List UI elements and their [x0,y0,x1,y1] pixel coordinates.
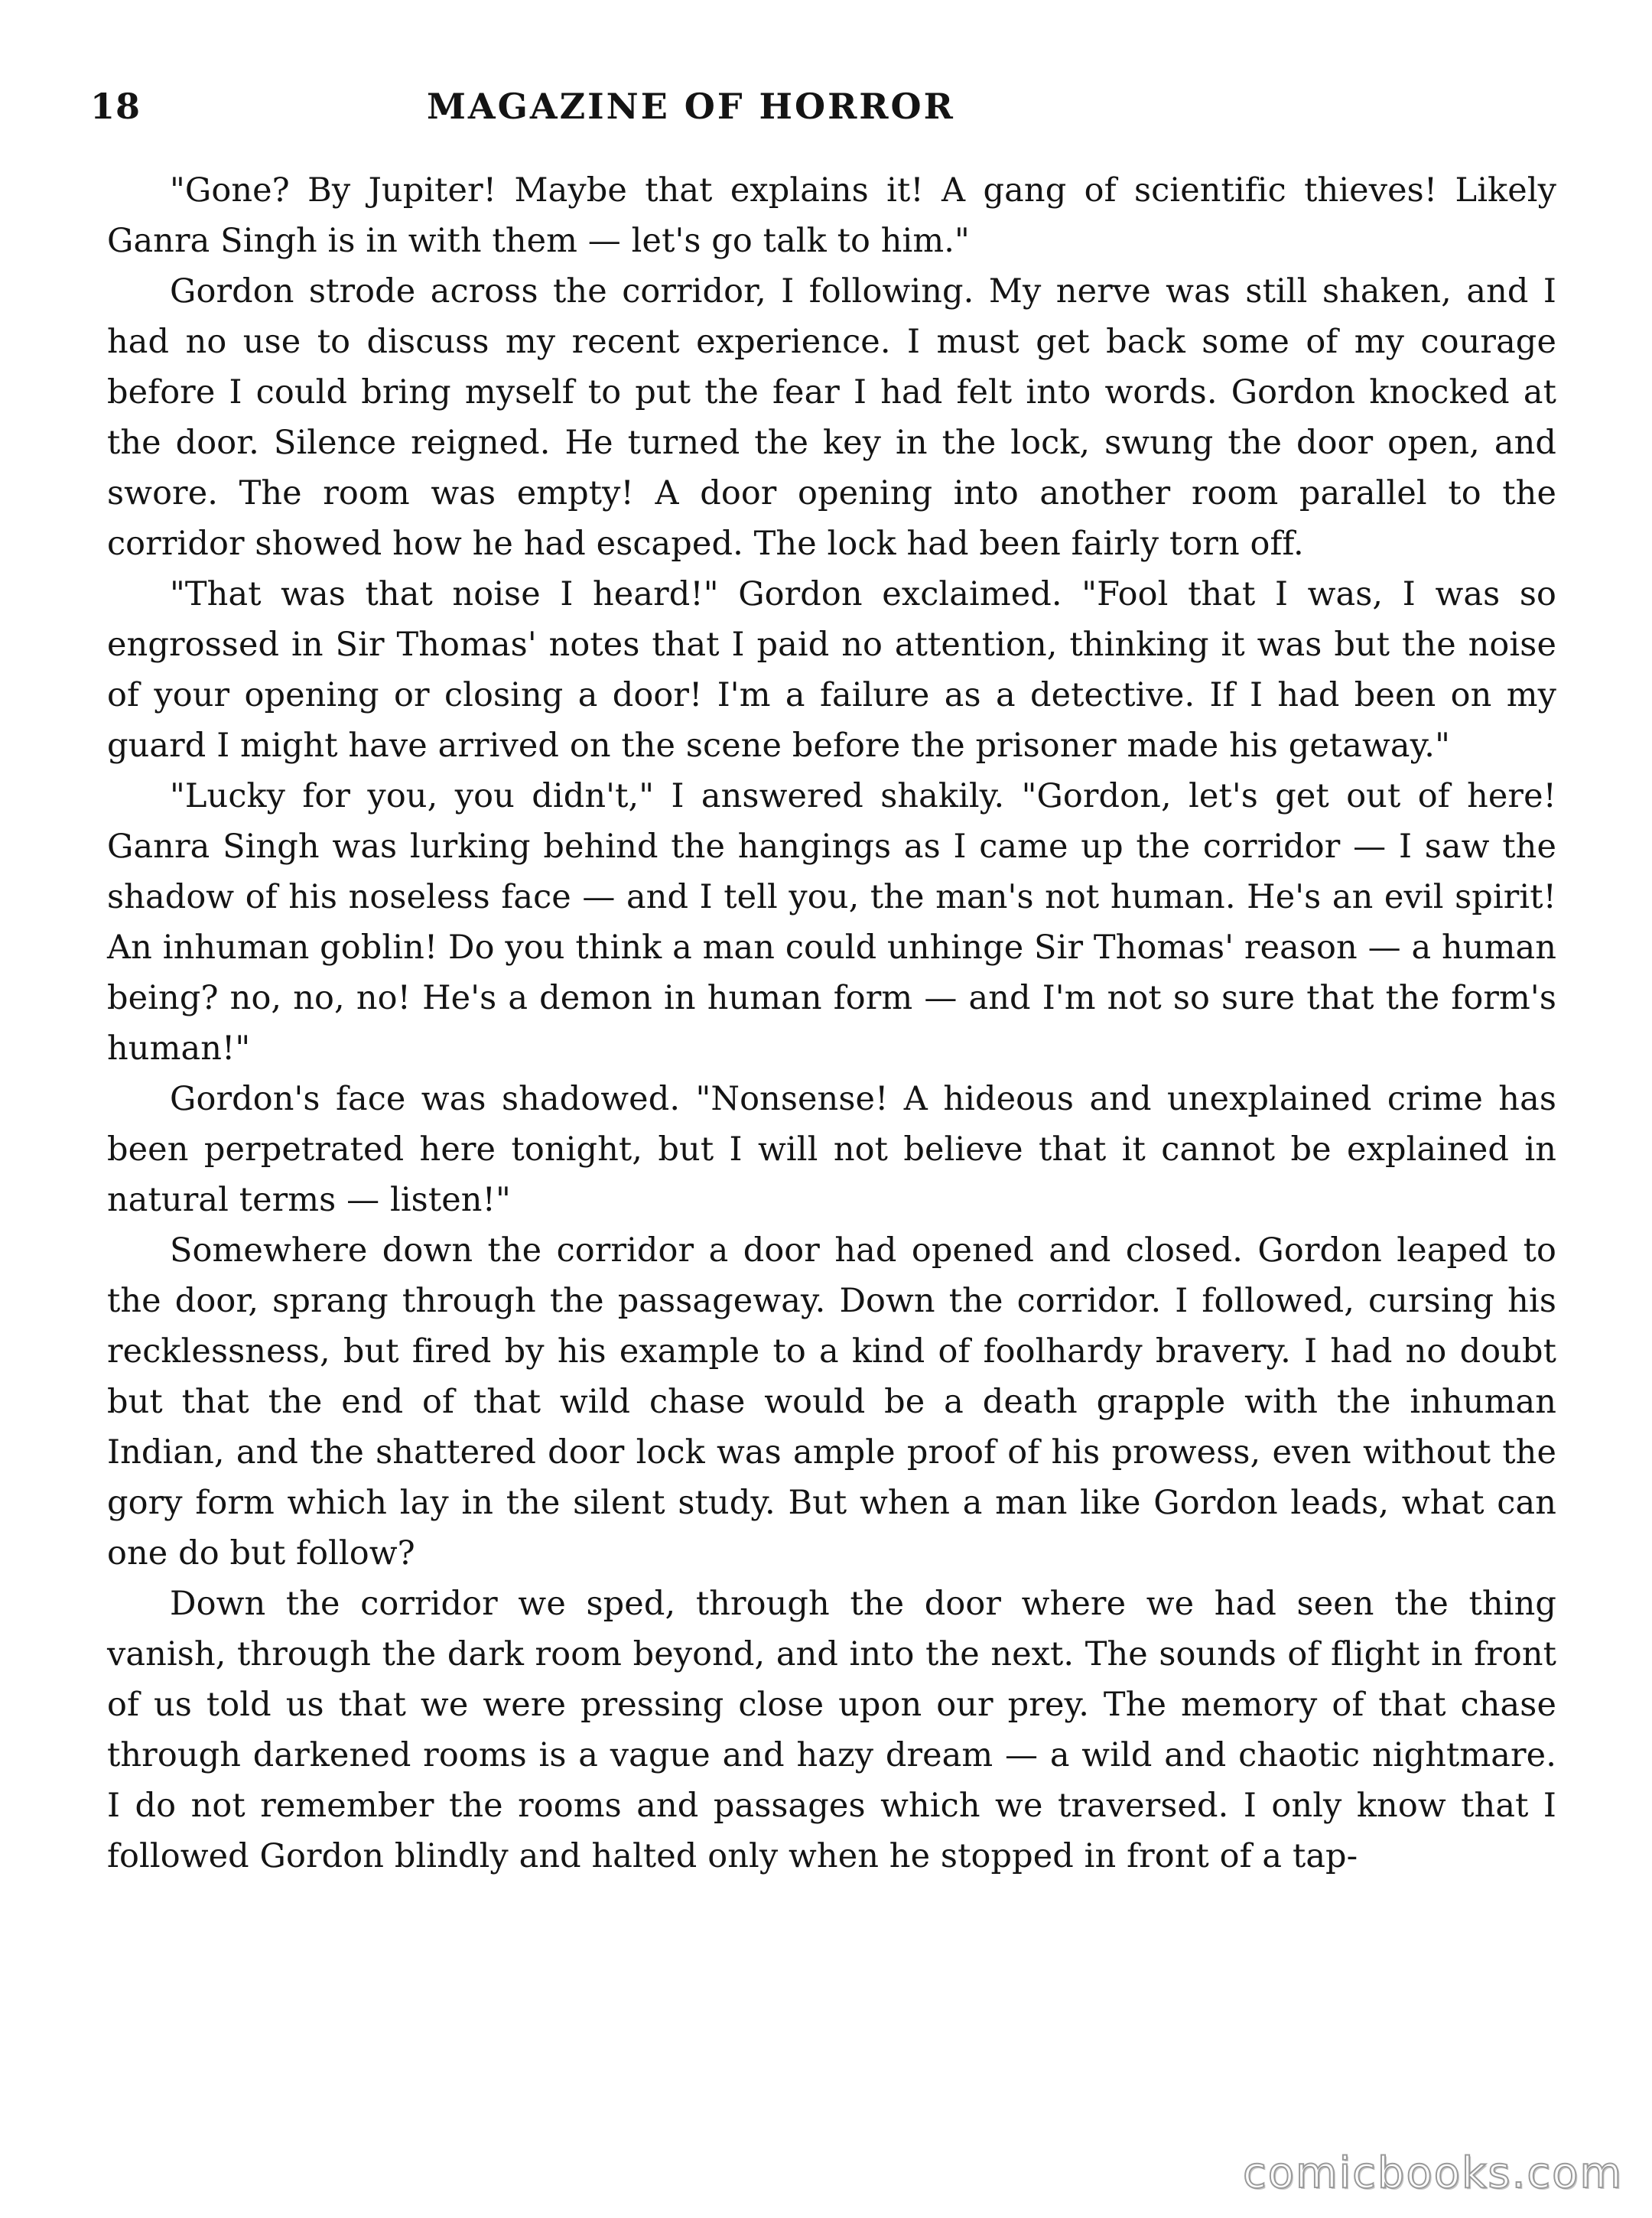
magazine-title: MAGAZINE OF HORROR [427,86,955,127]
paragraph: "Lucky for you, you didn't," I answered shakily. "Gordon, let's get out of here! Ganra Singh was lurking behind the hangings as I came up the corridor — I saw the shadow of his noseless face — and I tell you, the man's not human. He's an evil spirit! An inhuman goblin! Do you think a man could unhinge Sir Thomas' reason — a human being? no, no, no! He's a demon in human form — and I'm not so sure that the form's human!" [107,777,1556,1068]
paragraph: Gordon strode across the corridor, I following. My nerve was still shaken, and I had no use to discuss my recent experience. I must get back some of my courage before I could bring myself to put the fear I had felt into words. Gordon knocked at the door. Silence reigned. He turned the key in the lock, swung the door open, and swore. The room was empty! A door opening into another room parallel to the corridor showed how he had escaped. The lock had been fairly torn off. [107,272,1556,563]
paragraph: "Gone? By Jupiter! Maybe that explains it! A gang of scientific thieves! Likely Ganra Singh is in with them — let's go talk to him." [107,171,1556,260]
paragraph: Down the corridor we sped, through the door where we had seen the thing vanish, through the dark room beyond, and into the next. The sounds of flight in front of us told us that we were pressing close upon our prey. The memory of that chase through darkened rooms is a vague and hazy dream — a wild and chaotic nightmare. I do not remember the rooms and passages which we traversed. I only know that I followed Gordon blindly and halted only when he stopped in front of a tap- [107,1585,1556,1875]
paragraph: Gordon's face was shadowed. "Nonsense! A hideous and unexplained crime has been perpetrated here tonight, but I will not believe that it cannot be explained in natural terms — listen!" [107,1080,1556,1219]
page-number: 18 [90,86,141,127]
site-watermark: comicbooks.com [1242,2148,1623,2198]
paragraph: Somewhere down the corridor a door had opened and closed. Gordon leaped to the door, sprang through the passageway. Down the corridor. I followed, cursing his recklessness, but fired by his example to a kind of foolhardy bravery. I had no doubt but that the end of that wild chase would be a death grapple with the inhuman Indian, and the shattered door lock was ample proof of his prowess, even without the gory form which lay in the silent study. But when a man like Gordon leads, what can one do but follow? [107,1231,1556,1572]
story-text [107,165,1556,1881]
running-head [90,86,1582,139]
paragraph: "That was that noise I heard!" Gordon exclaimed. "Fool that I was, I was so engrossed in Sir Thomas' notes that I paid no attention, thinking it was but the noise of your opening or closing a door! I'm a failure as a detective. If I had been on my guard I might have arrived on the scene before the prisoner made his getaway." [107,575,1556,765]
